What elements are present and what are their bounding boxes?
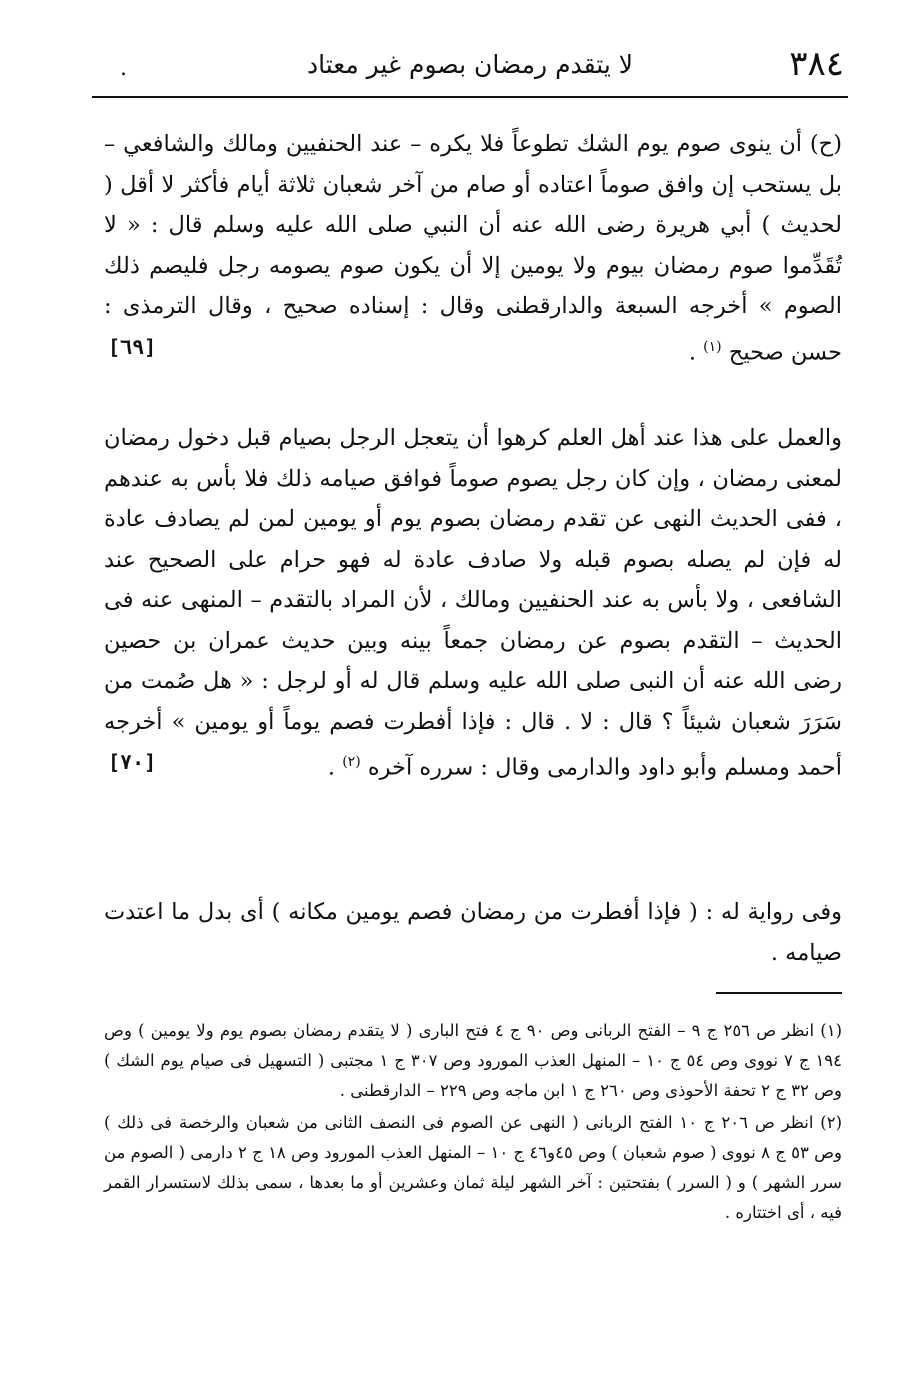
running-title: لا يتقدم رمضان بصوم غير معتاد (306, 50, 634, 79)
footnote-2: (٢) انظر ص ٢٠٦ ج ١٠ الفتح الربانى ( النهى عن الصوم فى النصف الثانى من شعبان والرخصة فى ذلك ) وص ٥٣ ج ٨ نووى ( صوم شعبان ) وص ٤٥و٤٦ ج ١٠ – المنهل العذب المورود وص ١٨ ج ٢ دارمى ( الصوم من سرر الشهر ) و ( السرر ) بفتحتين : آخر الشهر ليلة ثمان وعشرين أو ما بعدها ، سمى بذلك لاستسرار القمر فيه ، أى اختتاره . (104, 1113, 843, 1222)
page-number: ٣٨٤ (789, 44, 844, 84)
paragraph-3-text: وفى رواية له : ( فإذا أفطرت من رمضان فصم يومين مكانه ) أى بدل ما اعتدت صيامه . (104, 899, 842, 966)
footnotes (104, 1016, 842, 1228)
footnote-marker-1: (١) (703, 338, 722, 355)
paragraph-1: (ح) أن ينوى صوم يوم الشك تطوعاً فلا يكره – عند الحنفيين ومالك والشافعي – بل يستحب إن وافق صوماً اعتاده أو صام من آخر شعبان ثلاثة أيام فأكثر لا أقل ( لحديث ) أبي هريرة رضى الله عنه أن النبي صلى الله عليه وسلم قال : « لا تُقَدِّموا صوم رمضان بيوم ولا يومين إلا أن يكون صوم يصومه رجل فليصم ذلك الصوم » أخرجه السبعة والدارقطنى وقال : إسناده صحيح ، وقال الترمذى : حسن صحيح $^{(١)}$ . [٦٩] (104, 131, 842, 365)
hadith-number-69: [٦٩] (108, 334, 157, 359)
paragraph-2-text: والعمل على هذا عند أهل العلم كرهوا أن يتعجل الرجل بصيام قبل دخول رمضان لمعنى رمضان ، وإن كان رجل يصوم صوماً فوافق صيامه ذلك فلا بأس به عندهم ، ففى الحديث النهى عن تقدم رمضان بصوم يوم أو يومين لمن لم يصادف عادة له فإن لم يصله بصوم قبله ولا صادف عادة له فهو حرام على الصحيح عند الشافعى ، ولا بأس به عند الحنفيين ومالك ، لأن المراد بالتقدم – المنهى عنه فى الحديث – التقدم بصوم عن رمضان جمعاً بينه وبين حديث عمران بن حصين رضى الله عنه أن النبى صلى الله عليه وسلم قال له أو لرجل : « هل صُمت من سَرَرَ شعبان شيئاً ؟ قال : لا . قال : فإذا أفطرت فصم يوماً أو يومين » أخرجه أحمد ومسلم وأبو داود والدارمى وقال : سرره آخره (104, 425, 842, 781)
paragraph-3 (104, 892, 842, 973)
hadith-number-70: [٧٠] (108, 750, 157, 774)
paragraph-1-text: (ح) أن ينوى صوم يوم الشك تطوعاً فلا يكره – عند الحنفيين ومالك والشافعي – بل يستحب إن وافق صوماً اعتاده أو صام من آخر شعبان ثلاثة أيام فأكثر لا أقل ( لحديث ) أبي هريرة رضى الله عنه أن النبي صلى الله عليه وسلم قال : « لا تُقَدِّموا صوم رمضان بيوم ولا يومين إلا أن يكون صوم يصومه رجل فليصم ذلك الصوم » أخرجه السبعة والدارقطنى وقال : إسناده صحيح ، وقال الترمذى : حسن صحيح (104, 131, 842, 365)
header-mark: . (120, 56, 127, 81)
footnote-1: (١) انظر ص ٢٥٦ ج ٩ – الفتح الربانى وص ٩٠ ج ٤ فتح البارى ( لا يتقدم رمضان بصوم يوم ولا يومين ) وص ١٩٤ ج ٧ نووى وص ٥٤ ج ١٠ – المنهل العذب المورود وص ٣٠٧ ج ١ مجتبى ( التسهيل فى صيام يوم الشك ) وص ٣٢ ج ٢ تحفة الأحوذى وص ٢٦٠ ج ١ ابن ماجه وص ٢٢٩ – الدارقطنى . (104, 1021, 843, 1100)
footnote-separator (716, 992, 842, 994)
paragraph-2: والعمل على هذا عند أهل العلم كرهوا أن يتعجل الرجل بصيام قبل دخول رمضان لمعنى رمضان ، وإن كان رجل يصوم صوماً فوافق صيامه ذلك فلا بأس به عندهم ، ففى الحديث النهى عن تقدم رمضان بصوم يوم أو يومين لمن لم يصادف عادة له فإن لم يصله بصوم قبله ولا صادف عادة له فهو حرام على الصحيح عند الشافعى ، ولا بأس به عند الحنفيين ومالك ، لأن المراد بالتقدم – المنهى عنه فى الحديث – التقدم بصوم عن رمضان جمعاً بينه وبين حديث عمران بن حصين رضى الله عنه أن النبى صلى الله عليه وسلم قال له أو لرجل : « هل صُمت من سَرَرَ شعبان شيئاً ؟ قال : لا . قال : فإذا أفطرت فصم يوماً أو يومين » أخرجه أحمد ومسلم وأبو داود والدارمى وقال : سرره آخره $^{(٢)}$ . [٧٠] (104, 425, 842, 781)
page-header (92, 38, 848, 98)
footnote-marker-2: (٢) (342, 754, 361, 770)
